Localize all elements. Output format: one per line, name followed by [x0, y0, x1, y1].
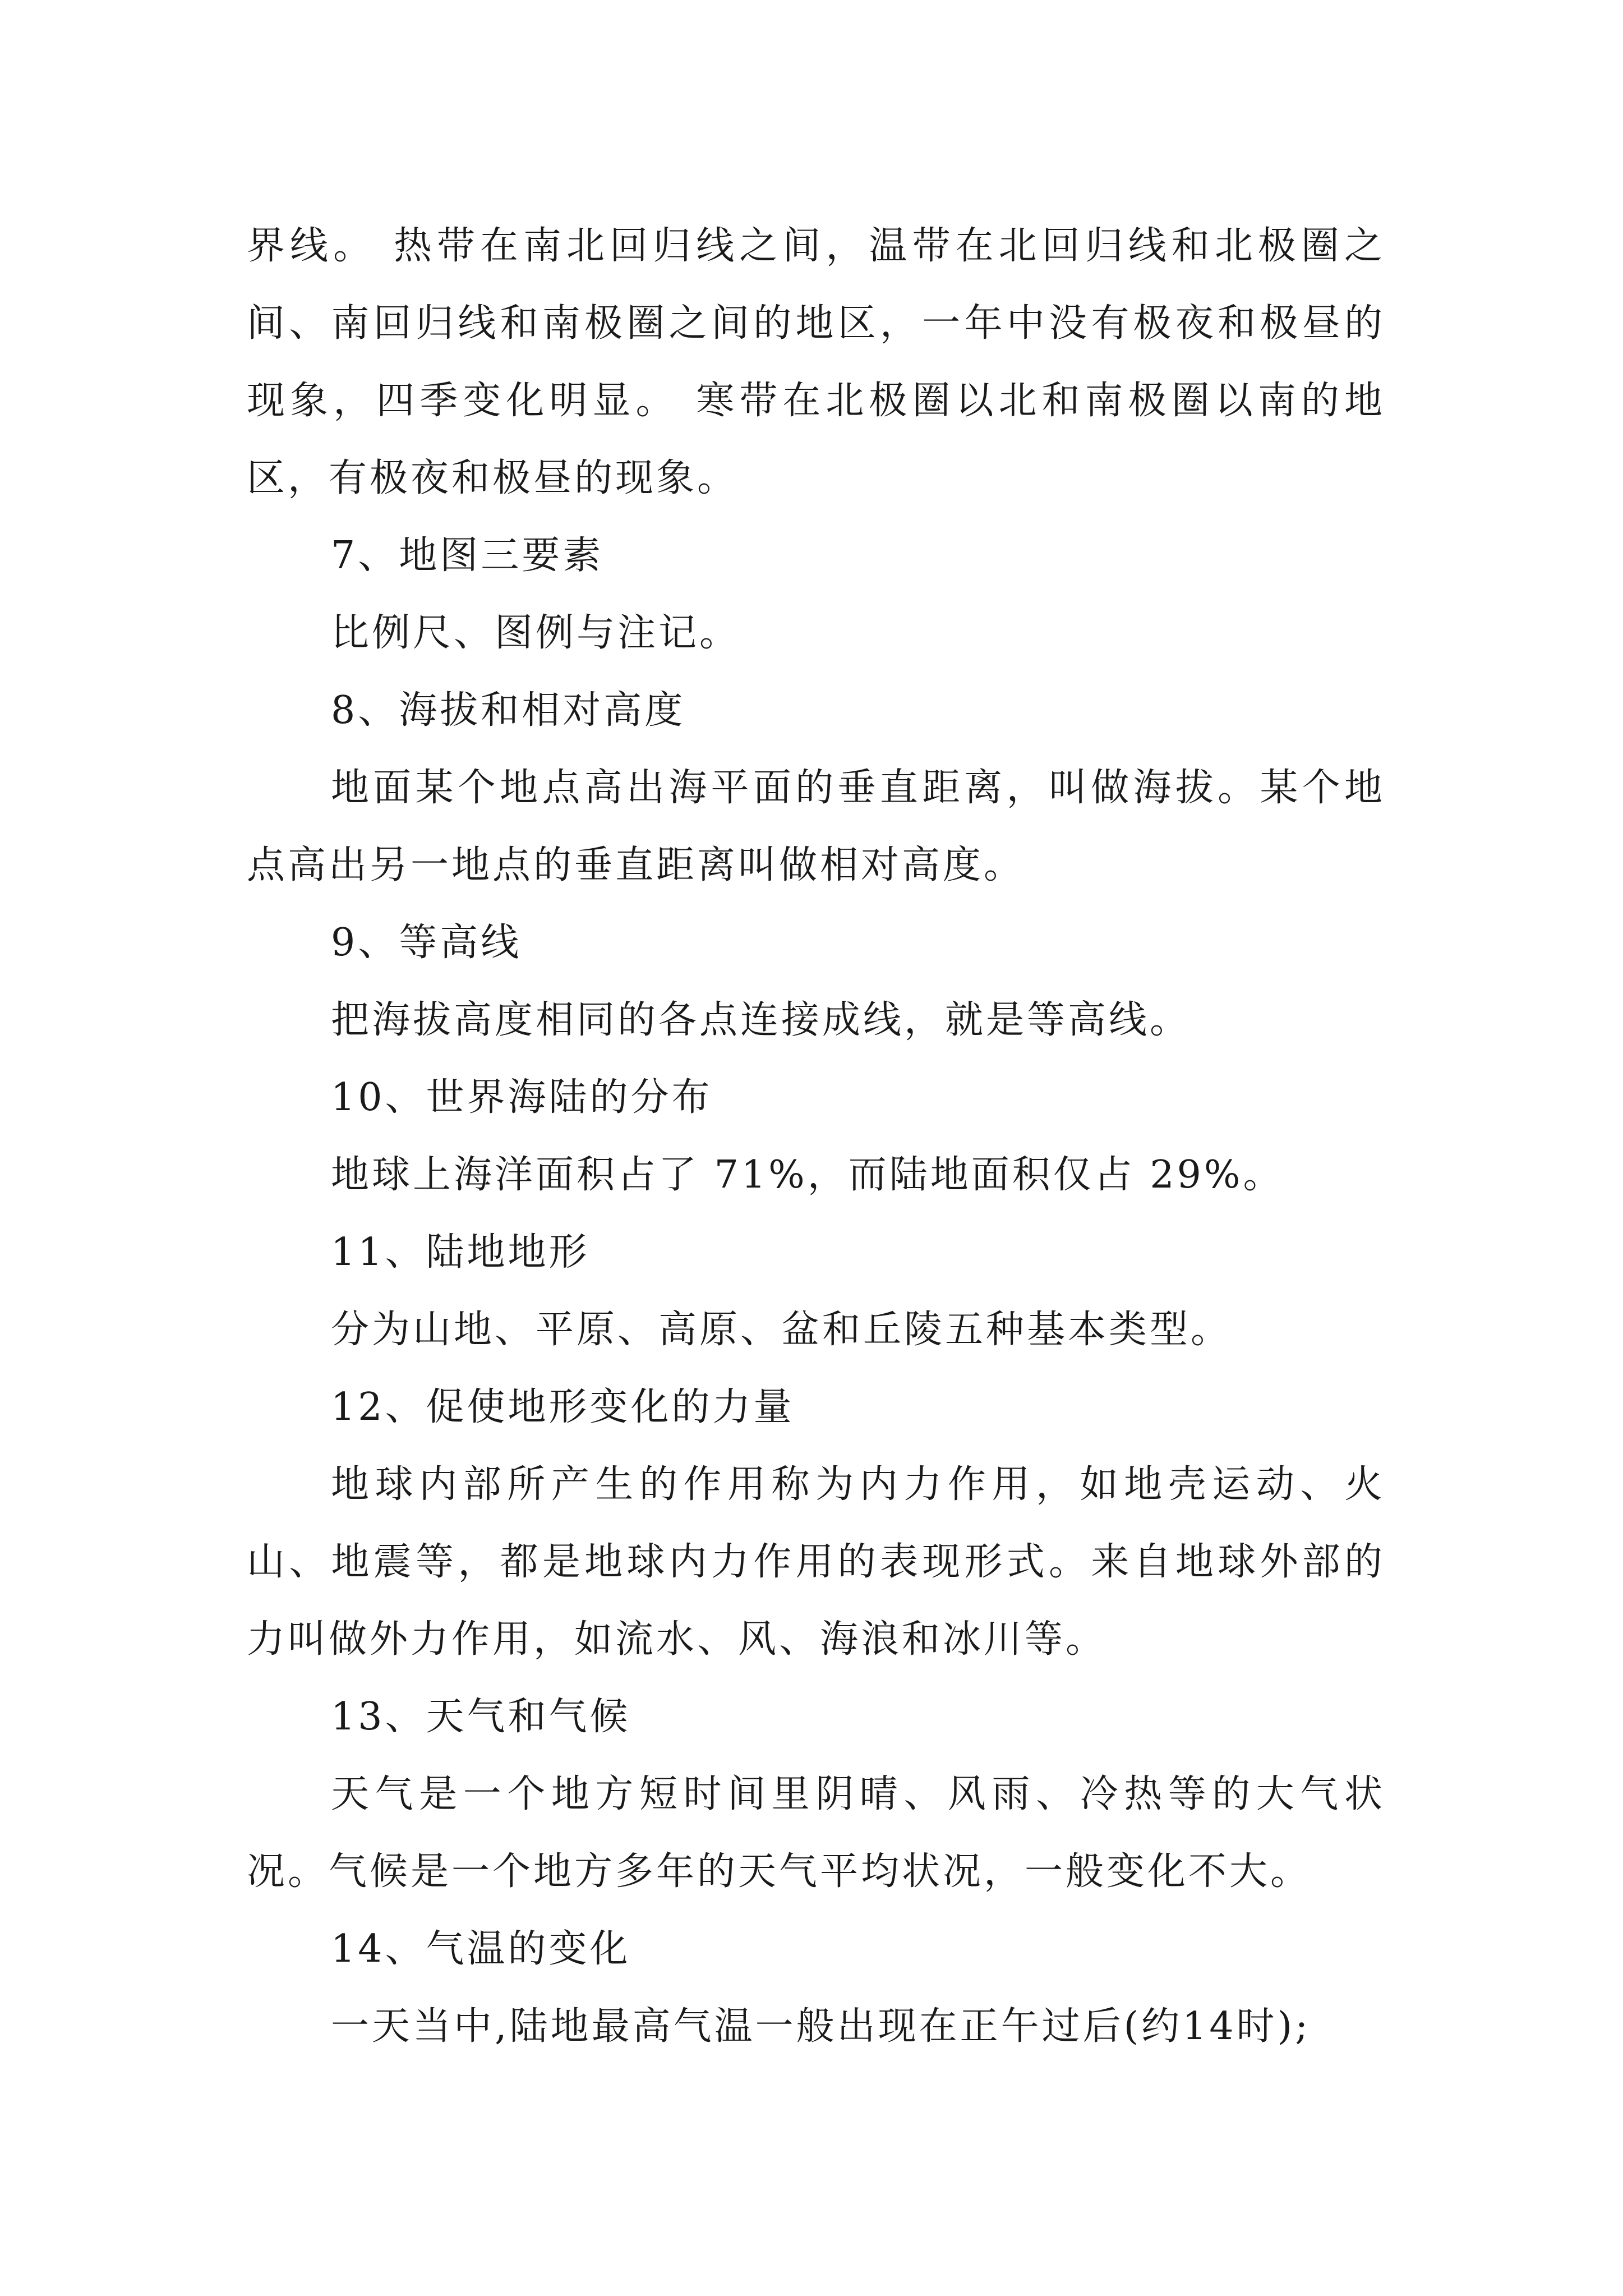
paragraph-terrain-forces: 地球内部所产生的作用称为内力作用，如地壳运动、火山、地震等，都是地球内力作用的表现形式。来自地球外部的力叫做外力作用，如流水、风、海浪和冰川等。: [247, 1462, 1385, 1662]
heading-temperature-change: 14、气温的变化: [331, 1927, 631, 1971]
paragraph-temperature-zones: 界线。 热带在南北回归线之间，温带在北回归线和北极圈之间、南回归线和南极圈之间的地区，一年中没有极夜和极昼的现象，四季变化明显。 寒带在北极圈以北和南极圈以南的地区，有极夜和极昼的现象。: [247, 224, 1385, 500]
heading-contour-lines: 9、等高线: [331, 921, 522, 965]
heading-landforms: 11、陆地地形: [331, 1230, 590, 1274]
heading-land-sea-distribution: 10、世界海陆的分布: [331, 1075, 713, 1120]
heading-weather-climate: 13、天气和气候: [331, 1695, 631, 1739]
heading-map-elements: 7、地图三要素: [331, 533, 604, 578]
paragraph-landforms: 分为山地、平原、高原、盆和丘陵五种基本类型。: [331, 1308, 1232, 1352]
paragraph-altitude: 地面某个地点高出海平面的垂直距离，叫做海拔。某个地点高出另一地点的垂直距离叫做相对高度。: [247, 766, 1385, 887]
heading-terrain-forces: 12、促使地形变化的力量: [331, 1385, 795, 1429]
paragraph-weather-climate: 天气是一个地方短时间里阴晴、风雨、冷热等的大气状况。气候是一个地方多年的天气平均状况，一般变化不大。: [247, 1772, 1385, 1894]
heading-altitude: 8、海拔和相对高度: [331, 688, 686, 733]
paragraph-land-sea-distribution: 地球上海洋面积占了 71%，而陆地面积仅占 29%。: [331, 1153, 1284, 1197]
paragraph-contour-lines: 把海拔高度相同的各点连接成线，就是等高线。: [331, 998, 1191, 1042]
document-body: [247, 208, 1385, 2065]
paragraph-map-elements: 比例尺、图例与注记。: [331, 611, 741, 655]
paragraph-temperature-change: 一天当中,陆地最高气温一般出现在正午过后(约14时);: [331, 2004, 1311, 2049]
